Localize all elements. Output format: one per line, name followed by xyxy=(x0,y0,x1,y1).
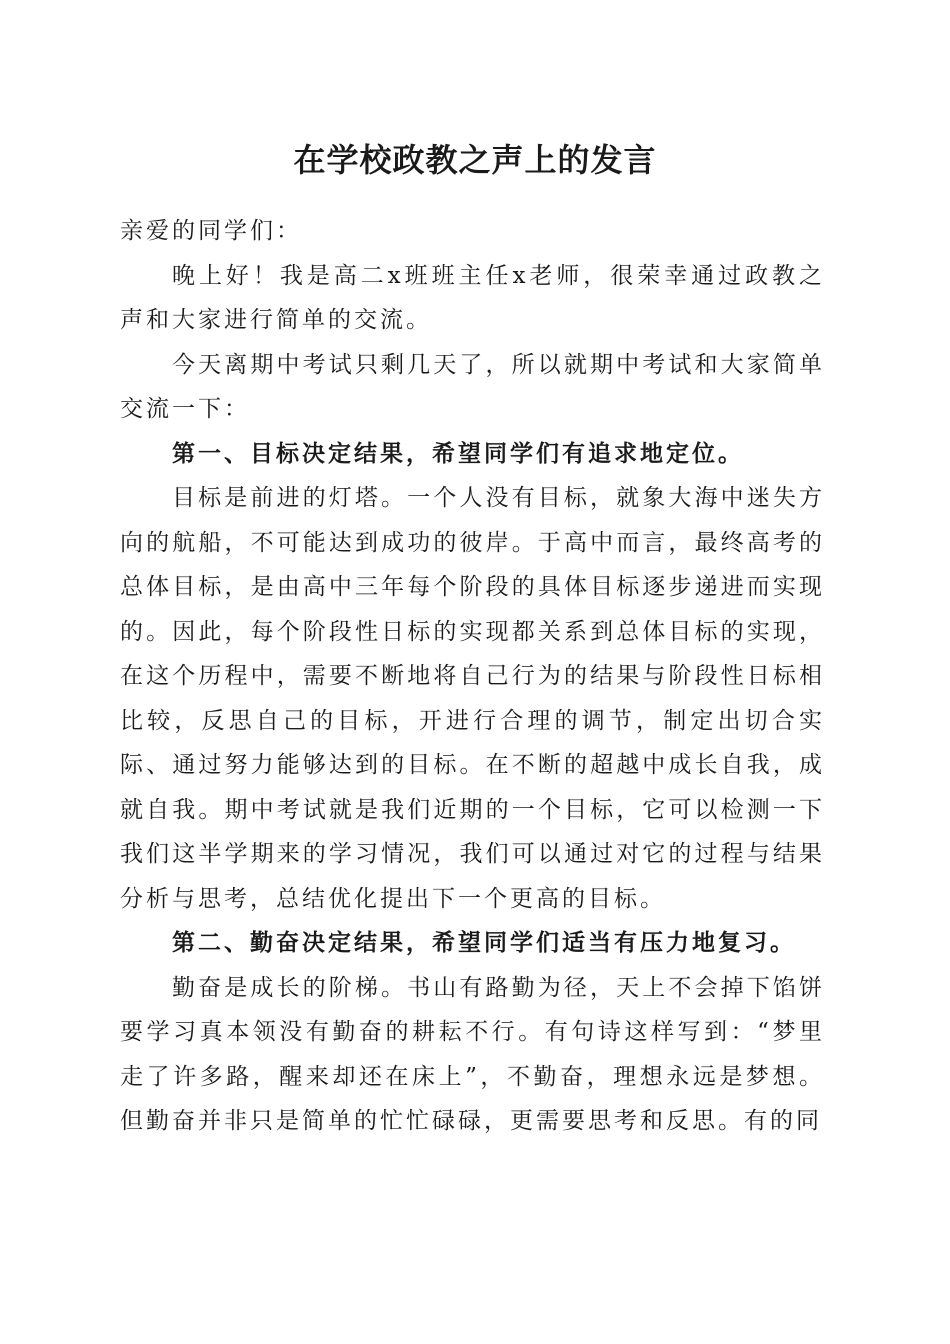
salutation: 亲爱的同学们： xyxy=(120,218,302,244)
document-body xyxy=(120,209,825,1144)
document-title: 在学校政教之声上的发言 xyxy=(293,141,657,179)
paragraph-greeting: 晚上好！我是高二x班班主任x老师，很荣幸通过政教之声和大家进行简单的交流。 xyxy=(120,262,825,333)
section-heading-1: 第一、目标决定结果，希望同学们有追求地定位。 xyxy=(172,439,744,467)
section-heading-2: 第二、勤奋决定结果，希望同学们适当有压力地复习。 xyxy=(172,929,796,956)
paragraph-goals: 目标是前进的灯塔。一个人没有目标，就象大海中迷失方向的航船，不可能达到成功的彼岸。于高中而言，最终高考的总体目标，是由高中三年每个阶段的具体目标逐步递进而实现的。因此，每个阶段性日标的实现都关系到总体目标的实现，在这个历程中，需要不断地将自己行为的结果与阶段性日标相比较，反思自己的目标，开进行合理的调节，制定出切合实际、通过努力能够达到的目标。在不断的超越中成长自我，成就自我。期中考试就是我们近期的一个目标，它可以检测一下我们这半学期来的学习情况，我们可以通过对它的过程与结果分析与思考，总结优化提出下一个更高的目标。 xyxy=(120,485,825,912)
paragraph-intro: 今天离期中考试只剩几天了，所以就期中考试和大家简单交流一下： xyxy=(120,351,825,422)
paragraph-diligence: 勤奋是成长的阶梯。书山有路勤为径，天上不会掉下馅饼要学习真本领没有勤奋的耕耘不行。有句诗这样写到：“梦里走了许多路，醒来却还在床上”，不勤奋，理想永远是梦想。但勤奋并非只是简单的忙忙碌碌，更需要思考和反思。有的同 xyxy=(120,974,825,1134)
